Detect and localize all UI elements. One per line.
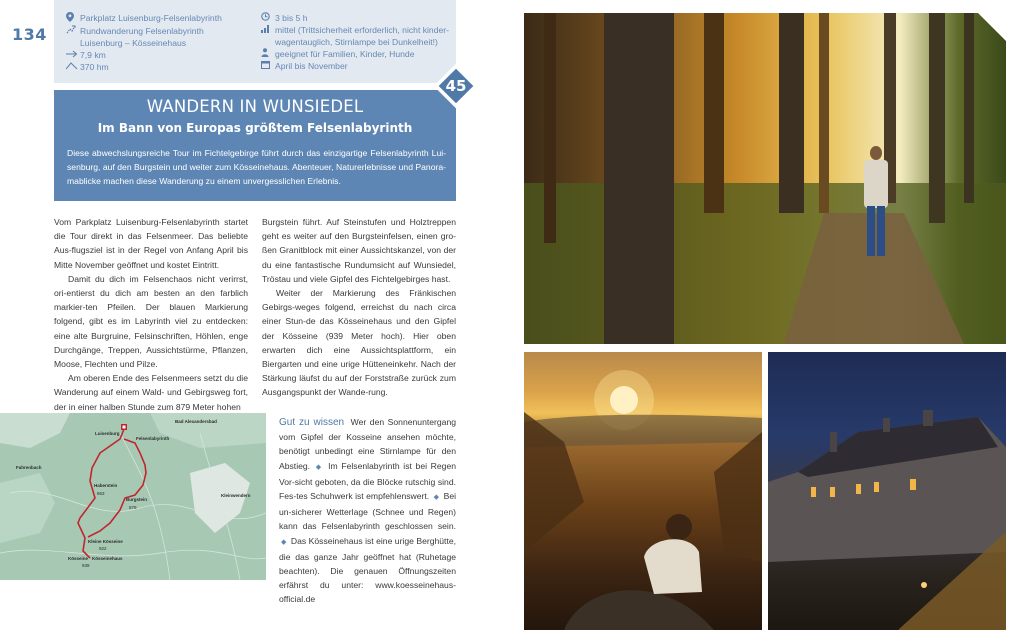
tour-number-badge xyxy=(434,64,478,108)
map-label-kleine-koesseine: Kleine Kösseine xyxy=(88,539,123,544)
title-band xyxy=(54,90,456,201)
lead-paragraph: Diese abwechslungsreiche Tour im Fichtelgebirge führt durch das einzigartige Felsenlabyrinth Lui-senburg, auf den Burgstein und weiter zum Kösseinehaus. Abenteuer, Naturerlebnisse und Panora-mablicke machen diese Wanderung zu einem unvergesslichen Erlebnis. xyxy=(67,148,446,187)
info-distance: 7,9 km xyxy=(66,49,246,61)
route-map xyxy=(0,413,266,580)
tip-text: Das Kösseinehaus ist eine urige Berghütte, die das ganze Jahr geöffnet hat (Ruhetage beachten). Die genauen Öffnungszeiten erfährst du unter: www.koesseinehaus-official.de xyxy=(279,535,456,605)
page-number: 134 xyxy=(12,25,47,44)
info-suitability: geeignet für Familien, Kinder, Hunde xyxy=(261,48,451,60)
info-start-point: Parkplatz Luisenburg-Felsenlabyrinth xyxy=(66,12,246,25)
distance-arrow-icon xyxy=(66,49,80,61)
route-icon xyxy=(66,25,80,37)
map-label-koesseine: Kösseine xyxy=(68,556,89,561)
page-subtitle: Im Bann von Europas größtem Felsenlabyrinth xyxy=(97,121,413,135)
body-paragraph: Vom Parkplatz Luisenburg-Felsenlabyrinth startet die Tour direkt in das Felsenmeer. Das beliebte Aus-flugsziel ist in der Regel von Anfang April bis Mitte November geöffnet und kostet Eintritt. xyxy=(54,217,248,270)
difficulty-bars-icon xyxy=(261,24,275,36)
info-season: April bis November xyxy=(261,60,451,72)
map-label-koesseinehaus: Kösseinehaus xyxy=(92,556,123,561)
map-label-kleine-koesseine-altitude: 922 xyxy=(99,546,107,551)
body-paragraph: Damit du dich im Felsenchaos nicht verirrst, ori-entierst du dich am besten an den farblich markier-ten Pfeilen. Der blauen Markierung folgend, gibt es im Labyrinth viel zu entdecken: eine alte Burgruine, Felsinschriften, Höhlen, enge Durchgänge, Treppen, Aussichtstürme, Pflanzen, Moose, Flechten und Pilze. xyxy=(54,273,248,370)
map-label-burgstein: Burgstein xyxy=(126,497,148,502)
info-difficulty: mittel (Trittsicherheit erforderlich, nicht kinder-wagentauglich, Stirnlampe bei Dunkelheit!) xyxy=(261,24,451,48)
body-paragraph: Weiter der Markierung des Fränkischen Gebirgs-weges folgend, erreichst du nach circa einer Stun-de das Kösseinehaus und den Gipfel der Kösseine (939 Meter hoch). Hier oben erwarten dich eine Aussichtsplattform, ein Biergarten und eine urige Hütteneinkehr. Nach der Stärkung läufst du auf der Forststraße zurück zum Ausgangspunkt der Wande-rung. xyxy=(262,288,456,398)
calendar-icon xyxy=(261,60,275,72)
body-column-1 xyxy=(54,215,248,414)
tip-text: Im Felsenlabyrinth ist bei Regen Vor-sicht geboten, da die Blöcke rutschig sind. Fes-tes Schuhwerk ist empfehlenswert. xyxy=(279,460,457,502)
tip-text: Wer den Sonnenuntergang vom Gipfel der Kosseine ansehen möchte, benötigt unbedingt eine Stirnlampe für den Abstieg. xyxy=(279,417,457,471)
photo-koesseinehaus-night xyxy=(768,352,1006,630)
person-icon xyxy=(261,48,275,60)
map-label-koesseine-altitude: 939 xyxy=(82,563,90,568)
info-duration: 3 bis 5 h xyxy=(261,12,451,24)
diamond-separator-icon: ◆ xyxy=(433,494,440,502)
tour-number: 45 xyxy=(445,77,467,95)
map-label-felsenlabyrinth: Felsenlabyrinth xyxy=(136,436,170,441)
tip-text: Bei un-sicherer Wetterlage (Schnee und Regen) kann das Felsenlabyrinth geschlossen sein. xyxy=(279,491,457,532)
diamond-separator-icon: ◆ xyxy=(281,538,287,546)
map-label-luisenburg: Luisenburg xyxy=(95,431,120,436)
map-pin-icon xyxy=(66,12,80,25)
map-label-haberstein: Haberstein xyxy=(94,483,118,488)
map-label-fahrenbach: Fahrenbach xyxy=(16,465,42,470)
info-elevation: 370 hm xyxy=(66,61,246,73)
map-label-kleinwendern: Kleinwendern xyxy=(221,493,251,498)
tip-label: Gut zu wissen xyxy=(279,417,345,428)
info-route: Rundwanderung Felsenlabyrinth Luisenburg – Kösseinehaus xyxy=(66,25,246,49)
good-to-know-box xyxy=(279,415,456,607)
clock-icon xyxy=(261,12,275,24)
photo-sunset-viewpoint xyxy=(524,352,762,630)
diamond-separator-icon: ◆ xyxy=(315,463,323,471)
body-column-2 xyxy=(262,215,456,400)
body-paragraph: Am oberen Ende des Felsenmeers setzt du die Wanderung auf einem Wald- und Gebirgsweg fort, der in einer halben Stunde zum 879 Meter hohen xyxy=(54,373,248,412)
map-label-bad-alexandersbad: Bad Alexandersbad xyxy=(175,419,217,424)
info-column-right xyxy=(261,12,451,72)
body-paragraph: Burgstein führt. Auf Steinstufen und Holztreppen geht es weiter auf den Burgsteinfelsen, einen gro-ßen Granitblock mit einer Aussichtskanzel, von der du eine fantastische Rundumsicht auf Wunsiedel, Tröstau und viele Gipfel des Fichtelgebirges hast. xyxy=(262,217,456,284)
page-title: WANDERN IN WUNSIEDEL xyxy=(146,97,364,116)
elevation-icon xyxy=(66,61,80,73)
map-label-haberstein-altitude: 863 xyxy=(97,491,105,496)
info-column-left xyxy=(66,12,246,73)
photo-forest-path-hiker xyxy=(524,13,1006,344)
map-label-burgstein-altitude: 879 xyxy=(129,505,137,510)
tour-info-box xyxy=(54,0,456,83)
